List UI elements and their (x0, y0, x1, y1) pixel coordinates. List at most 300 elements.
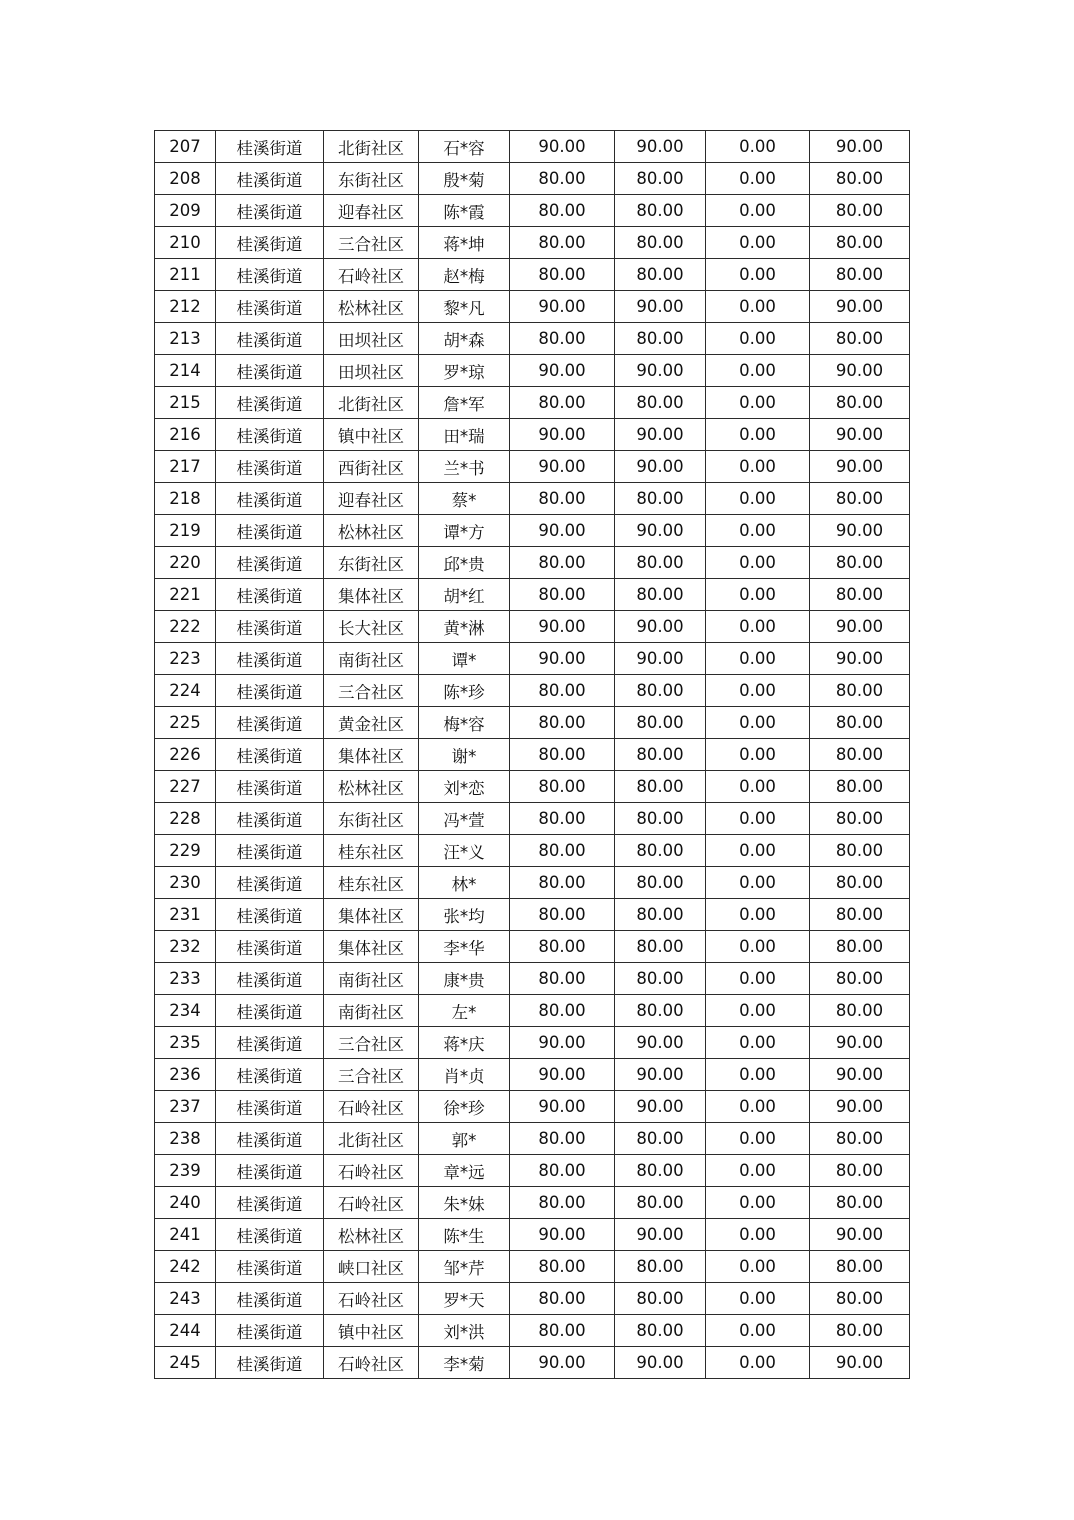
amount-cell: 0.00 (706, 803, 810, 835)
amount-cell: 0.00 (706, 451, 810, 483)
table-row (155, 419, 910, 451)
community-cell: 石岭社区 (324, 1155, 419, 1187)
row-number-cell: 225 (155, 707, 216, 739)
name-cell: 兰*书 (419, 451, 510, 483)
data-table (154, 130, 910, 1379)
amount-cell: 80.00 (615, 739, 706, 771)
amount-cell: 80.00 (510, 995, 615, 1027)
amount-cell: 80.00 (810, 931, 910, 963)
amount-cell: 90.00 (510, 291, 615, 323)
table-row (155, 1283, 910, 1315)
row-number-cell: 234 (155, 995, 216, 1027)
amount-cell: 90.00 (810, 419, 910, 451)
amount-cell: 90.00 (615, 611, 706, 643)
amount-cell: 80.00 (510, 771, 615, 803)
community-cell: 镇中社区 (324, 1315, 419, 1347)
row-number-cell: 207 (155, 131, 216, 163)
amount-cell: 80.00 (615, 867, 706, 899)
street-cell: 桂溪街道 (216, 547, 324, 579)
street-cell: 桂溪街道 (216, 131, 324, 163)
street-cell: 桂溪街道 (216, 739, 324, 771)
amount-cell: 0.00 (706, 707, 810, 739)
street-cell: 桂溪街道 (216, 835, 324, 867)
table-row (155, 1155, 910, 1187)
amount-cell: 90.00 (615, 131, 706, 163)
community-cell: 迎春社区 (324, 195, 419, 227)
amount-cell: 0.00 (706, 771, 810, 803)
amount-cell: 0.00 (706, 1251, 810, 1283)
community-cell: 三合社区 (324, 1059, 419, 1091)
row-number-cell: 232 (155, 931, 216, 963)
street-cell: 桂溪街道 (216, 1059, 324, 1091)
community-cell: 桂东社区 (324, 867, 419, 899)
community-cell: 东街社区 (324, 163, 419, 195)
row-number-cell: 220 (155, 547, 216, 579)
amount-cell: 90.00 (615, 1219, 706, 1251)
amount-cell: 80.00 (810, 259, 910, 291)
community-cell: 田坝社区 (324, 355, 419, 387)
amount-cell: 0.00 (706, 291, 810, 323)
name-cell: 罗*琼 (419, 355, 510, 387)
amount-cell: 80.00 (510, 739, 615, 771)
amount-cell: 80.00 (510, 835, 615, 867)
amount-cell: 80.00 (615, 1155, 706, 1187)
name-cell: 邱*贵 (419, 547, 510, 579)
name-cell: 刘*恋 (419, 771, 510, 803)
amount-cell: 0.00 (706, 611, 810, 643)
row-number-cell: 235 (155, 1027, 216, 1059)
name-cell: 章*远 (419, 1155, 510, 1187)
amount-cell: 80.00 (810, 739, 910, 771)
amount-cell: 80.00 (810, 1155, 910, 1187)
amount-cell: 90.00 (510, 355, 615, 387)
street-cell: 桂溪街道 (216, 515, 324, 547)
table-row (155, 451, 910, 483)
row-number-cell: 223 (155, 643, 216, 675)
amount-cell: 80.00 (510, 899, 615, 931)
street-cell: 桂溪街道 (216, 1155, 324, 1187)
table-row (155, 1123, 910, 1155)
community-cell: 松林社区 (324, 515, 419, 547)
community-cell: 西街社区 (324, 451, 419, 483)
community-cell: 北街社区 (324, 1123, 419, 1155)
row-number-cell: 227 (155, 771, 216, 803)
table-row (155, 163, 910, 195)
street-cell: 桂溪街道 (216, 451, 324, 483)
row-number-cell: 216 (155, 419, 216, 451)
amount-cell: 90.00 (510, 451, 615, 483)
amount-cell: 80.00 (810, 1251, 910, 1283)
amount-cell: 80.00 (615, 995, 706, 1027)
table-row (155, 355, 910, 387)
amount-cell: 90.00 (510, 1027, 615, 1059)
community-cell: 三合社区 (324, 675, 419, 707)
row-number-cell: 239 (155, 1155, 216, 1187)
amount-cell: 90.00 (510, 515, 615, 547)
amount-cell: 0.00 (706, 675, 810, 707)
street-cell: 桂溪街道 (216, 483, 324, 515)
amount-cell: 90.00 (810, 643, 910, 675)
name-cell: 肖*贞 (419, 1059, 510, 1091)
amount-cell: 80.00 (615, 323, 706, 355)
amount-cell: 0.00 (706, 1059, 810, 1091)
community-cell: 长大社区 (324, 611, 419, 643)
amount-cell: 80.00 (510, 803, 615, 835)
row-number-cell: 245 (155, 1347, 216, 1379)
name-cell: 蒋*坤 (419, 227, 510, 259)
street-cell: 桂溪街道 (216, 675, 324, 707)
street-cell: 桂溪街道 (216, 1187, 324, 1219)
community-cell: 北街社区 (324, 131, 419, 163)
community-cell: 集体社区 (324, 899, 419, 931)
amount-cell: 90.00 (510, 1091, 615, 1123)
table-row (155, 707, 910, 739)
street-cell: 桂溪街道 (216, 1219, 324, 1251)
amount-cell: 80.00 (615, 1123, 706, 1155)
amount-cell: 0.00 (706, 1315, 810, 1347)
row-number-cell: 213 (155, 323, 216, 355)
street-cell: 桂溪街道 (216, 803, 324, 835)
table-row (155, 195, 910, 227)
community-cell: 南街社区 (324, 963, 419, 995)
community-cell: 峡口社区 (324, 1251, 419, 1283)
row-number-cell: 241 (155, 1219, 216, 1251)
name-cell: 汪*义 (419, 835, 510, 867)
name-cell: 李*华 (419, 931, 510, 963)
amount-cell: 0.00 (706, 387, 810, 419)
row-number-cell: 224 (155, 675, 216, 707)
name-cell: 黎*凡 (419, 291, 510, 323)
street-cell: 桂溪街道 (216, 1283, 324, 1315)
amount-cell: 80.00 (615, 675, 706, 707)
table-row (155, 803, 910, 835)
amount-cell: 80.00 (615, 963, 706, 995)
street-cell: 桂溪街道 (216, 643, 324, 675)
amount-cell: 90.00 (510, 1059, 615, 1091)
community-cell: 田坝社区 (324, 323, 419, 355)
amount-cell: 90.00 (510, 419, 615, 451)
street-cell: 桂溪街道 (216, 707, 324, 739)
row-number-cell: 221 (155, 579, 216, 611)
row-number-cell: 231 (155, 899, 216, 931)
row-number-cell: 244 (155, 1315, 216, 1347)
name-cell: 蔡* (419, 483, 510, 515)
street-cell: 桂溪街道 (216, 579, 324, 611)
street-cell: 桂溪街道 (216, 355, 324, 387)
amount-cell: 80.00 (510, 579, 615, 611)
amount-cell: 0.00 (706, 195, 810, 227)
community-cell: 南街社区 (324, 643, 419, 675)
amount-cell: 80.00 (510, 1251, 615, 1283)
amount-cell: 80.00 (810, 1187, 910, 1219)
table-row (155, 1251, 910, 1283)
row-number-cell: 215 (155, 387, 216, 419)
amount-cell: 80.00 (510, 867, 615, 899)
amount-cell: 0.00 (706, 323, 810, 355)
name-cell: 詹*军 (419, 387, 510, 419)
street-cell: 桂溪街道 (216, 259, 324, 291)
amount-cell: 80.00 (810, 323, 910, 355)
street-cell: 桂溪街道 (216, 195, 324, 227)
amount-cell: 0.00 (706, 1123, 810, 1155)
name-cell: 陈*生 (419, 1219, 510, 1251)
table-row (155, 995, 910, 1027)
row-number-cell: 210 (155, 227, 216, 259)
amount-cell: 80.00 (615, 195, 706, 227)
amount-cell: 80.00 (510, 1315, 615, 1347)
name-cell: 冯*萱 (419, 803, 510, 835)
amount-cell: 0.00 (706, 1091, 810, 1123)
community-cell: 集体社区 (324, 739, 419, 771)
name-cell: 殷*菊 (419, 163, 510, 195)
row-number-cell: 217 (155, 451, 216, 483)
table-row (155, 323, 910, 355)
table-row (155, 1059, 910, 1091)
amount-cell: 80.00 (615, 1251, 706, 1283)
community-cell: 石岭社区 (324, 1283, 419, 1315)
amount-cell: 80.00 (510, 931, 615, 963)
amount-cell: 90.00 (810, 131, 910, 163)
community-cell: 石岭社区 (324, 1091, 419, 1123)
table-row (155, 227, 910, 259)
street-cell: 桂溪街道 (216, 899, 324, 931)
street-cell: 桂溪街道 (216, 995, 324, 1027)
street-cell: 桂溪街道 (216, 931, 324, 963)
street-cell: 桂溪街道 (216, 1347, 324, 1379)
community-cell: 黄金社区 (324, 707, 419, 739)
amount-cell: 80.00 (510, 1123, 615, 1155)
amount-cell: 80.00 (615, 1187, 706, 1219)
amount-cell: 0.00 (706, 515, 810, 547)
amount-cell: 80.00 (810, 195, 910, 227)
amount-cell: 80.00 (615, 931, 706, 963)
amount-cell: 80.00 (810, 803, 910, 835)
row-number-cell: 230 (155, 867, 216, 899)
amount-cell: 80.00 (510, 1283, 615, 1315)
amount-cell: 80.00 (510, 387, 615, 419)
name-cell: 梅*容 (419, 707, 510, 739)
amount-cell: 90.00 (615, 419, 706, 451)
amount-cell: 90.00 (810, 291, 910, 323)
community-cell: 桂东社区 (324, 835, 419, 867)
community-cell: 镇中社区 (324, 419, 419, 451)
amount-cell: 0.00 (706, 579, 810, 611)
amount-cell: 0.00 (706, 643, 810, 675)
street-cell: 桂溪街道 (216, 291, 324, 323)
row-number-cell: 243 (155, 1283, 216, 1315)
street-cell: 桂溪街道 (216, 387, 324, 419)
community-cell: 松林社区 (324, 1219, 419, 1251)
street-cell: 桂溪街道 (216, 227, 324, 259)
amount-cell: 80.00 (615, 483, 706, 515)
community-cell: 集体社区 (324, 579, 419, 611)
amount-cell: 0.00 (706, 355, 810, 387)
amount-cell: 80.00 (810, 1315, 910, 1347)
name-cell: 谭*方 (419, 515, 510, 547)
amount-cell: 80.00 (510, 707, 615, 739)
row-number-cell: 228 (155, 803, 216, 835)
table-row (155, 771, 910, 803)
name-cell: 赵*梅 (419, 259, 510, 291)
amount-cell: 0.00 (706, 1347, 810, 1379)
amount-cell: 80.00 (810, 227, 910, 259)
community-cell: 南街社区 (324, 995, 419, 1027)
name-cell: 谭* (419, 643, 510, 675)
street-cell: 桂溪街道 (216, 1123, 324, 1155)
amount-cell: 90.00 (615, 515, 706, 547)
amount-cell: 0.00 (706, 1187, 810, 1219)
amount-cell: 90.00 (810, 355, 910, 387)
amount-cell: 80.00 (510, 227, 615, 259)
row-number-cell: 214 (155, 355, 216, 387)
community-cell: 石岭社区 (324, 259, 419, 291)
table-row (155, 1315, 910, 1347)
amount-cell: 90.00 (615, 1027, 706, 1059)
street-cell: 桂溪街道 (216, 1091, 324, 1123)
name-cell: 蒋*庆 (419, 1027, 510, 1059)
name-cell: 郭* (419, 1123, 510, 1155)
amount-cell: 90.00 (615, 451, 706, 483)
amount-cell: 90.00 (615, 1091, 706, 1123)
amount-cell: 90.00 (615, 291, 706, 323)
amount-cell: 90.00 (810, 1219, 910, 1251)
community-cell: 松林社区 (324, 771, 419, 803)
amount-cell: 80.00 (810, 963, 910, 995)
community-cell: 三合社区 (324, 1027, 419, 1059)
name-cell: 谢* (419, 739, 510, 771)
name-cell: 李*菊 (419, 1347, 510, 1379)
amount-cell: 90.00 (810, 1059, 910, 1091)
amount-cell: 80.00 (510, 259, 615, 291)
amount-cell: 0.00 (706, 1027, 810, 1059)
amount-cell: 90.00 (615, 643, 706, 675)
table-row (155, 611, 910, 643)
name-cell: 田*瑞 (419, 419, 510, 451)
amount-cell: 0.00 (706, 1219, 810, 1251)
table-row (155, 1027, 910, 1059)
amount-cell: 0.00 (706, 163, 810, 195)
amount-cell: 90.00 (810, 515, 910, 547)
table-row (155, 1091, 910, 1123)
amount-cell: 80.00 (810, 1283, 910, 1315)
amount-cell: 80.00 (810, 483, 910, 515)
row-number-cell: 233 (155, 963, 216, 995)
amount-cell: 80.00 (615, 547, 706, 579)
amount-cell: 80.00 (615, 579, 706, 611)
street-cell: 桂溪街道 (216, 771, 324, 803)
name-cell: 张*均 (419, 899, 510, 931)
table-row (155, 1187, 910, 1219)
name-cell: 陈*珍 (419, 675, 510, 707)
amount-cell: 80.00 (510, 1187, 615, 1219)
table-row (155, 963, 910, 995)
row-number-cell: 209 (155, 195, 216, 227)
amount-cell: 0.00 (706, 227, 810, 259)
table-row (155, 931, 910, 963)
name-cell: 胡*森 (419, 323, 510, 355)
table-body (155, 131, 910, 1379)
street-cell: 桂溪街道 (216, 419, 324, 451)
amount-cell: 90.00 (510, 611, 615, 643)
community-cell: 北街社区 (324, 387, 419, 419)
name-cell: 陈*霞 (419, 195, 510, 227)
amount-cell: 80.00 (615, 771, 706, 803)
amount-cell: 80.00 (810, 1123, 910, 1155)
amount-cell: 90.00 (510, 1347, 615, 1379)
community-cell: 迎春社区 (324, 483, 419, 515)
amount-cell: 80.00 (615, 803, 706, 835)
name-cell: 徐*珍 (419, 1091, 510, 1123)
amount-cell: 80.00 (810, 771, 910, 803)
row-number-cell: 211 (155, 259, 216, 291)
table-row (155, 579, 910, 611)
amount-cell: 90.00 (615, 1347, 706, 1379)
amount-cell: 90.00 (615, 355, 706, 387)
amount-cell: 80.00 (615, 835, 706, 867)
table-row (155, 547, 910, 579)
amount-cell: 80.00 (810, 163, 910, 195)
name-cell: 林* (419, 867, 510, 899)
table-row (155, 483, 910, 515)
row-number-cell: 222 (155, 611, 216, 643)
amount-cell: 80.00 (510, 963, 615, 995)
table-row (155, 835, 910, 867)
amount-cell: 0.00 (706, 835, 810, 867)
amount-cell: 0.00 (706, 1155, 810, 1187)
community-cell: 集体社区 (324, 931, 419, 963)
amount-cell: 0.00 (706, 995, 810, 1027)
amount-cell: 90.00 (810, 611, 910, 643)
amount-cell: 80.00 (810, 835, 910, 867)
street-cell: 桂溪街道 (216, 1315, 324, 1347)
amount-cell: 80.00 (810, 675, 910, 707)
row-number-cell: 226 (155, 739, 216, 771)
street-cell: 桂溪街道 (216, 323, 324, 355)
amount-cell: 80.00 (810, 707, 910, 739)
amount-cell: 80.00 (510, 547, 615, 579)
amount-cell: 80.00 (810, 995, 910, 1027)
row-number-cell: 208 (155, 163, 216, 195)
community-cell: 石岭社区 (324, 1347, 419, 1379)
amount-cell: 80.00 (810, 867, 910, 899)
amount-cell: 0.00 (706, 899, 810, 931)
table-row (155, 131, 910, 163)
street-cell: 桂溪街道 (216, 163, 324, 195)
amount-cell: 90.00 (510, 1219, 615, 1251)
amount-cell: 80.00 (810, 387, 910, 419)
row-number-cell: 236 (155, 1059, 216, 1091)
street-cell: 桂溪街道 (216, 1027, 324, 1059)
amount-cell: 80.00 (810, 579, 910, 611)
amount-cell: 80.00 (510, 163, 615, 195)
table-row (155, 867, 910, 899)
table-row (155, 1219, 910, 1251)
amount-cell: 0.00 (706, 739, 810, 771)
table-row (155, 643, 910, 675)
amount-cell: 0.00 (706, 483, 810, 515)
name-cell: 黄*淋 (419, 611, 510, 643)
amount-cell: 80.00 (510, 675, 615, 707)
row-number-cell: 237 (155, 1091, 216, 1123)
community-cell: 东街社区 (324, 803, 419, 835)
amount-cell: 80.00 (615, 707, 706, 739)
amount-cell: 90.00 (510, 131, 615, 163)
name-cell: 朱*妹 (419, 1187, 510, 1219)
amount-cell: 80.00 (810, 899, 910, 931)
row-number-cell: 212 (155, 291, 216, 323)
amount-cell: 0.00 (706, 547, 810, 579)
amount-cell: 0.00 (706, 419, 810, 451)
